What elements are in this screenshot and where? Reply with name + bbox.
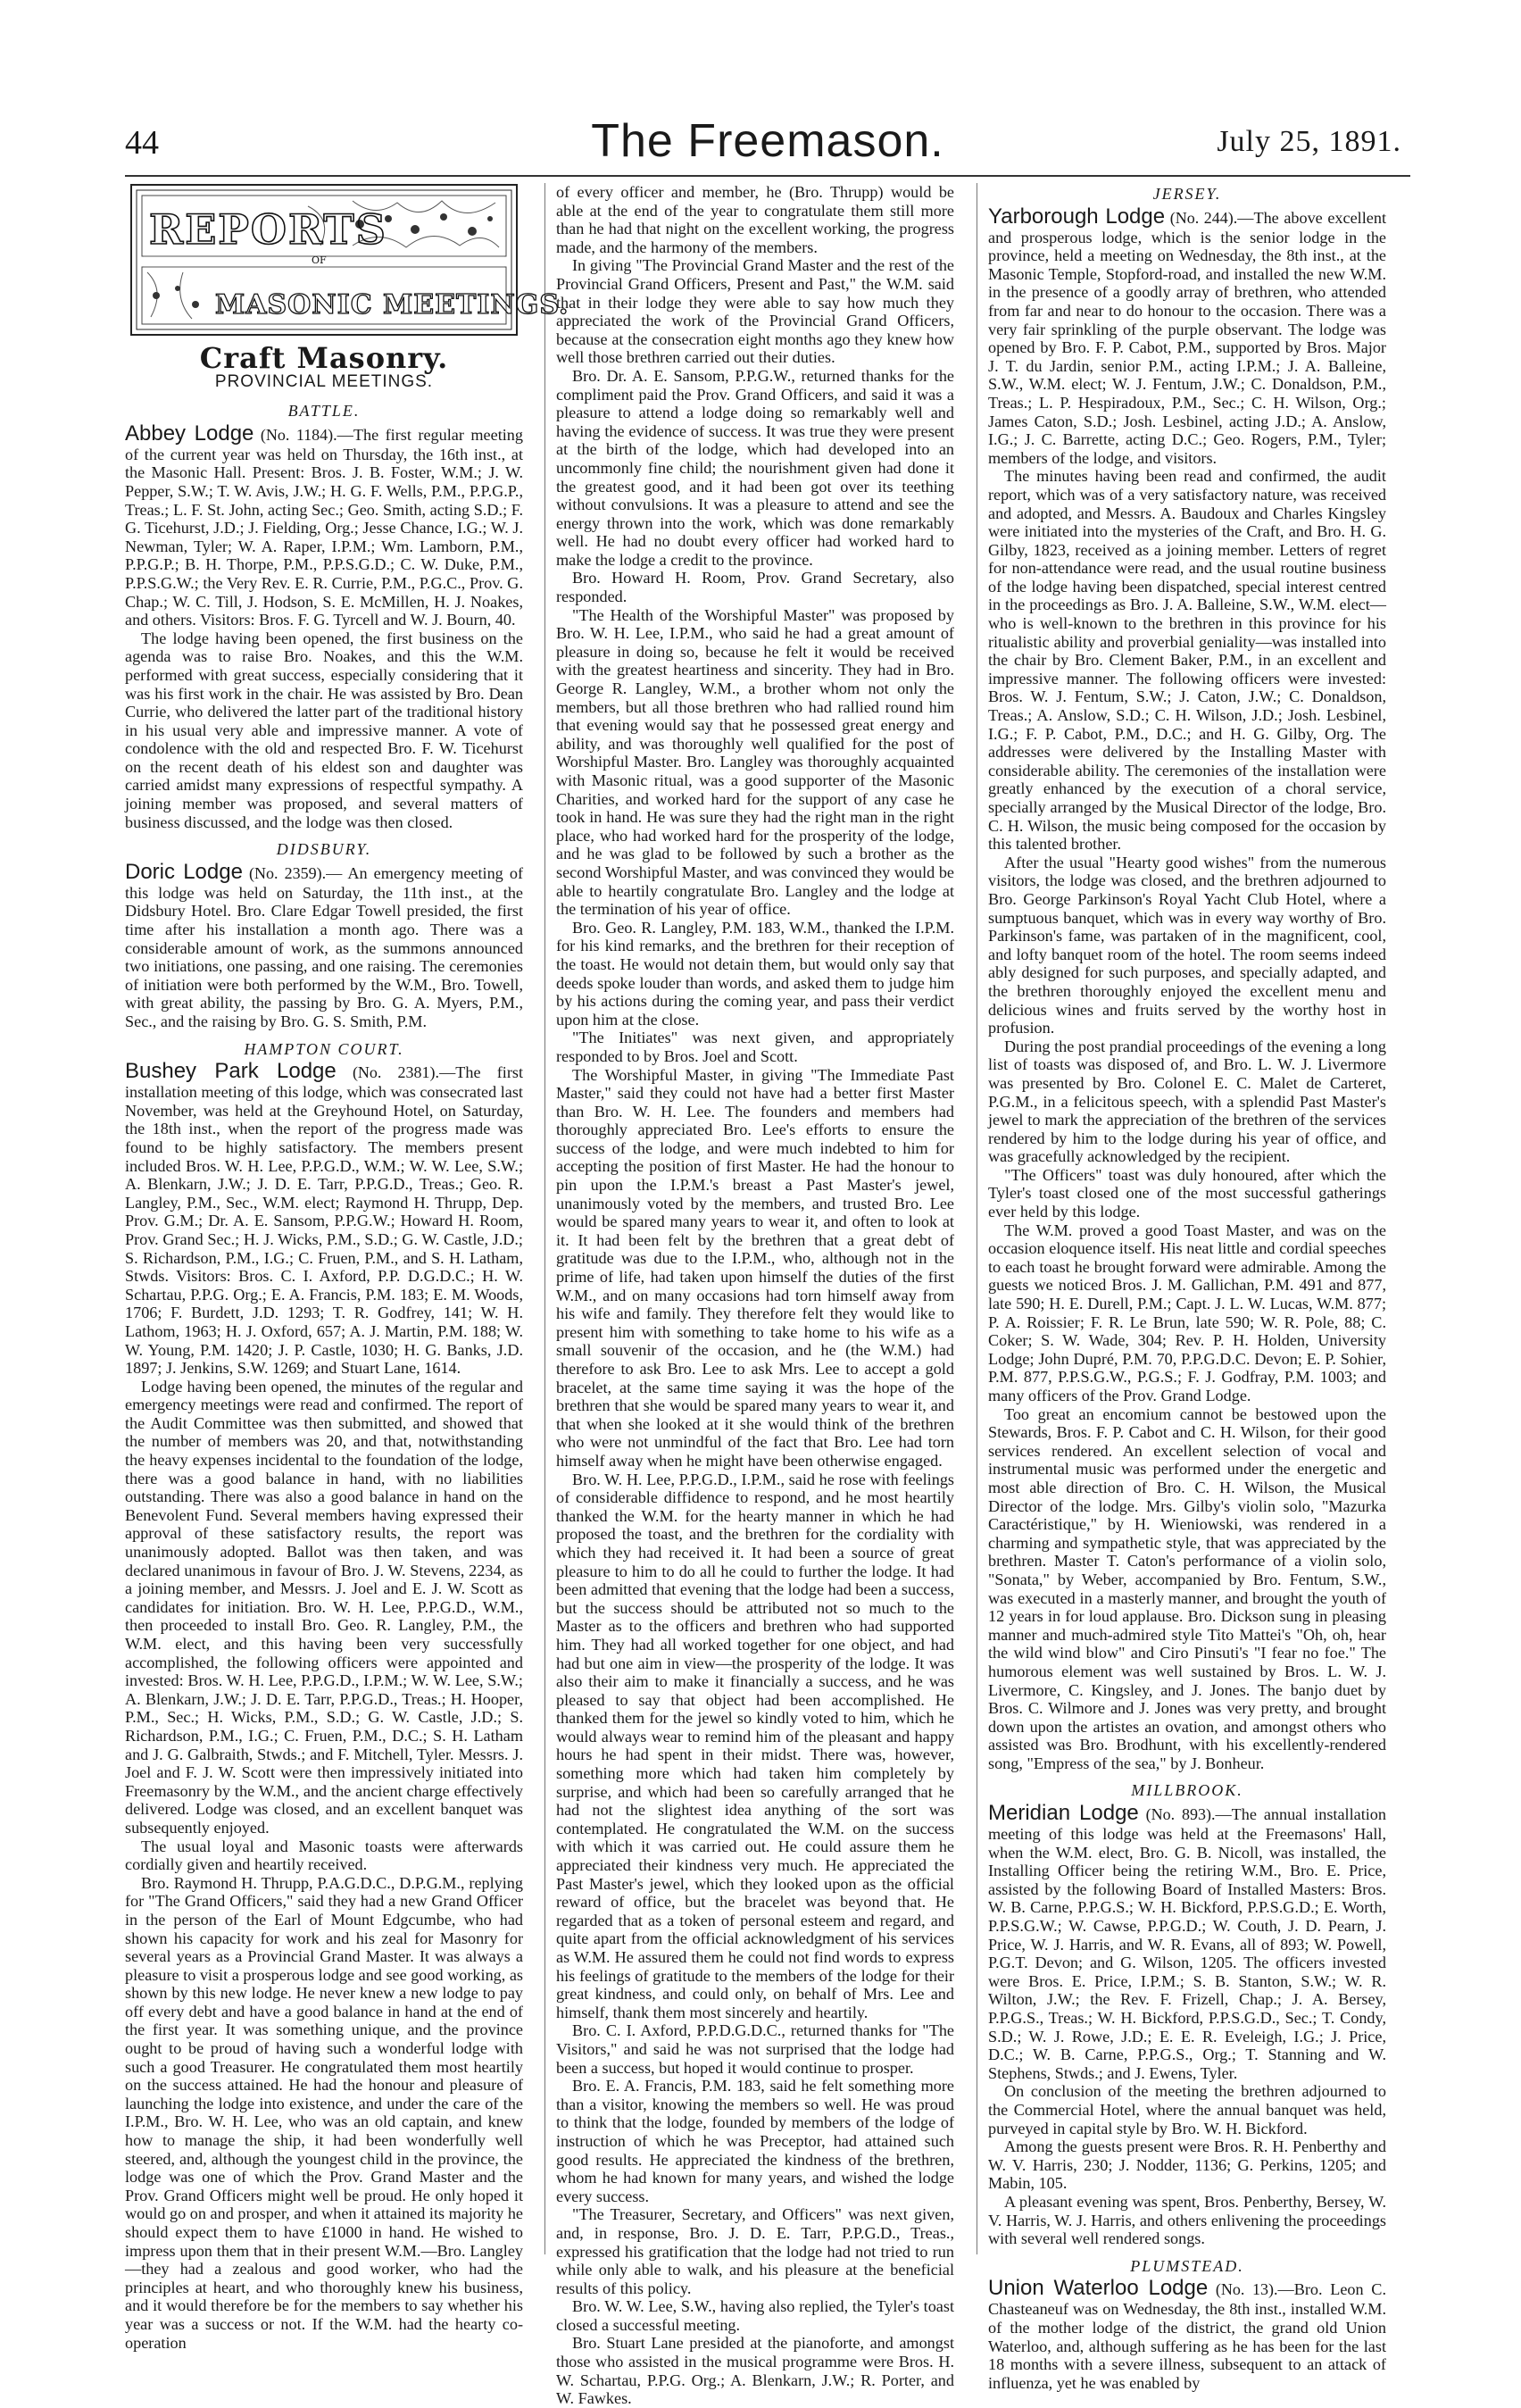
article-paragraph: Lodge having been opened, the minutes of the regular and emergency meetings were read and confirmed. The report of the Audit Committee was then submitted, and showed that the number of members was 20, and that, notwithstanding the heavy expenses incidental to the foundation of the lodge, there was a good balance in hand, with no liabilities outstanding. There was also a good balance in hand on the Benevolent Fund. Several members having expressed their approval of these satisfactory results, the report was unanimously adopted. Ballot was then taken, and was declared unanimous in favour of Bro. J. W. Stevens, 2234, as a joining member, and Messrs. J. Joel and E. J. W. Scott as candidates for initiation. Bro. W. H. Lee, P.P.G.D., W.M., then proceeded to install Bro. Geo. R. Langley, P.M., the W.M. elect, and this having been very successfully accomplished, the following officers were appointed and invested: Bros. W. H. Lee, P.P.G.D., I.P.M.; W. W. Lee, S.W.; A. Blenkarn, J.W.; J. D. E. Tarr, P.P.G.D., Treas.; H. Hooper, P.M., Sec.; H. Wicks, P.M., S.D.; G. W. Castle, J.D.; S. Richardson, P.M., I.G.; C. Fruen, P.M., D.C.; S. H. Latham and J. G. Galbraith, Stwds.; and F. Mitchell, Tyler. Messrs. J. Joel and F. J. W. Scott were then impressively initiated into Freemasonry by the W.M., and the ancient charge effectively delivered. Lodge was closed, and an excellent banquet was subsequently enjoyed.	[125, 1377, 523, 1837]
article-meridian-lodge	[988, 1802, 1386, 2082]
reports-banner	[129, 183, 569, 337]
article-paragraph: "The Initiates" was next given, and appropriately responded to by Bros. Joel and Scott.	[556, 1029, 954, 1065]
banner-of-text: OF	[312, 254, 327, 266]
column-3	[988, 183, 1386, 2392]
column-1	[125, 183, 569, 2352]
column-2	[556, 183, 954, 2408]
banner-reports-text: REPORTS	[149, 205, 387, 254]
article-paragraph: of every officer and member, he (Bro. Thrupp) would be able at the end of the year to congratulate them still more than he had that night on the excellent working, the progress made, and the harmony of the members.	[556, 183, 954, 256]
article-paragraph: Bro. C. I. Axford, P.P.D.G.D.C., returned thanks for "The Visitors," and said he was not surprised that the lodge had been a success, but hoped it would continue to prosper.	[556, 2021, 954, 2077]
running-header	[125, 114, 1410, 177]
article-paragraph: Bro. Geo. R. Langley, P.M. 183, W.M., thanked the I.P.M. for his kind remarks, and the brethren for their reception of the toast. He would not detain them, but would only say that deeds spoke louder than words, and asked them to judge him by his actions during the coming year, and pass their verdict upon him at the close.	[556, 918, 954, 1029]
article-paragraph: "The Treasurer, Secretary, and Officers" was next given, and, in response, Bro. J. D. E. Tarr, P.P.G.D., Treas., expressed his gratification that the lodge had not tried to run while only able to walk, and his pleasure at the beneficial results of this policy.	[556, 2205, 954, 2297]
article-paragraph: "The Health of the Worshipful Master" was proposed by Bro. W. H. Lee, I.P.M., who said he had a great amount of pleasure in doing so, because he felt it would be received with the greatest heartiness and sincerity. They had in Bro. George R. Langley, W.M., a brother whom not only the members, but all those brethren who had rallied round him that evening would say that he possessed great energy and ability, and was thoroughly well qualified for the post of Worshipful Master. Bro. Langley was thoroughly acquainted with Masonic ritual, was a good supporter of the Masonic Charities, and worked hard for the support of any case he took in hand. He was sure they had the right man in the right place, who had worked hard for the prosperity of the lodge, and he was glad to be followed by such a brother as the second Worshipful Master, and was convinced they would be able to heartily congratulate Bro. Langley and the lodge at the termination of his year of office.	[556, 605, 954, 919]
lodge-name: Union Waterloo Lodge	[988, 2276, 1209, 2301]
place-heading: JERSEY.	[1152, 185, 1222, 203]
article-bushey-park-lodge	[125, 1060, 523, 1378]
lodge-number: (No. 2359).	[249, 863, 327, 882]
place-heading: BATTLE.	[287, 402, 361, 421]
article-paragraph: The lodge having been opened, the first business on the agenda was to raise Bro. Noakes, and this the W.M. performed with great success, especially considering that it was his first work in the chair. He was assisted by Bro. Dean Currie, who delivered the latter part of the traditional history in his usual very able and impressive manner. A vote of condolence with the old and respected Bro. F. W. Ticehurst on the recent death of his eldest son and daughter was carried amidst many expressions of respectful sympathy. A joining member was proposed, and several matters of business discussed, and the lodge was then closed.	[125, 629, 523, 831]
lodge-number: (No. 893).	[1145, 1805, 1216, 1824]
lodge-number: (No. 244).	[1169, 208, 1238, 227]
article-paragraph: "The Officers" toast was duly honoured, after which the Tyler's toast closed one of the most successful gatherings ever held by this lodge.	[988, 1165, 1386, 1221]
article-text: —The above excellent and prosperous lodge, which is the senior lodge in the province, held a meeting on Wednesday, the 8th inst., at the Masonic Temple, Stopford-road, and installed the new W.M. in the presence of a goodly array of brethren, who attended from far and near to do honour to the occasion. There was a very fair sprinkling of the purple observant. The lodge was opened by Bro. F. P. Cabot, P.M., supported by Bros. Major J. T. du Jardin, senior P.M., acting I.P.M.; J. A. Balleine, S.W., W.M. elect; W. J. Fentum, J.W.; C. Donaldson, P.M., Treas.; L. P. Hespiradoux, P.M., Sec.; C. H. Wilson, Org.; James Caton, S.D.; Josh. Lesbinel, acting J.D.; A. Anslow, I.G.; J. C. Barrette, acting D.C.; Geo. Rogers, P.M., Tyler; members of the lodge, and visitors.	[988, 208, 1386, 467]
article-union-waterloo-lodge	[988, 2277, 1386, 2392]
article-doric-lodge	[125, 861, 523, 1031]
header-rule	[125, 175, 1410, 177]
article-paragraph: Bro. W. H. Lee, P.P.G.D., I.P.M., said he rose with feelings of considerable diffidence to respond, and he most heartily thanked the W.M. for the hearty manner in which he had proposed the toast, and the brethren for the cordiality with which they had received it. It had been a source of great pleasure to him to do all he could to further the lodge. It had been admitted that evening that the lodge had been a success, but the success should be attributed not so much to the Master as to the officers and brethren who had supported him. They had all worked together for one object, and had had but one aim in view—the prosperity of the lodge. It was also their aim to make it financially a success, and he was pleased to say that object had been accomplished. He thanked them for the jewel so kindly voted to him, which he would always wear to remind him of the pleasant and happy hours he had spent in their midst. There was, however, something more which had taken him completely by surprise, and which had been so carefully arranged that he had not the slightest idea anything of the sort was contemplated. He congratulated the W.M. on the success with which it was carried out. He could assure them he appreciated their kindness very much. He appreciated the Past Master's jewel, which they looked upon as the official reward of office, but the bracelet was beyond that. He regarded that as a token of personal esteem and regard, and quite apart from the official acknowledgment of his services as W.M. He assured them he could not find words to express his feelings of gratitude to the members of the lodge for their great kindness, and could only, on behalf of Mrs. Lee and himself, thank them most sincerely and heartily.	[556, 1470, 954, 2021]
article-paragraph: Too great an encomium cannot be bestowed upon the Stewards, Bros. F. P. Cabot and C. H. Wilson, for their good services rendered. An excellent selection of vocal and instrumental music was performed under the energetic and most able direction of Bro. C. H. Wilson, the Musical Director of the lodge. Mrs. Gilby's violin solo, "Mazurka Caractéristique," by H. Wieniowski, was rendered in a charming and sympathetic style, that was appreciated by the brethren. Master T. Caton's performance of a violin solo, "Sonata," by Weber, accompanied by Bro. Fentum, S.W., was executed in a masterly manner, and brought the youth of 12 years in for loud applause. Bro. Dickson sung in pleasing manner and much-admired style Tito Mattei's "Oh, oh, hear the wild wind blow" and Ciro Pinsuti's "I fear no foe." The humorous element was well sustained by Bros. L. W. J. Livermore, C. Kingsley, and J. Jones. The banjo duet by Bros. C. Wilmore and J. Jones was very pretty, and brought down upon the artistes an ovation, and amongst others who assisted was Bro. Brodhunt, with his excellently-rendered song, "Empress of the sea," by J. Bonheur.	[988, 1404, 1386, 1772]
lodge-name: Doric Lodge	[125, 859, 243, 884]
lodge-name: Bushey Park Lodge	[125, 1059, 337, 1084]
lodge-number: (No. 2381).	[352, 1063, 440, 1082]
article-paragraph: Bro. W. W. Lee, S.W., having also replied, the Tyler's toast closed a successful meeting.	[556, 2297, 954, 2334]
place-heading: DIDSBURY.	[276, 840, 372, 859]
article-paragraph: Bro. E. A. Francis, P.M. 183, said he felt something more than a visitor, knowing the members so well. He was proud to think that the lodge, founded by members of the lodge of instruction of which he was Preceptor, had attained such good results. He appreciated the kindness of the brethren, whom he had known for many years, and wished the lodge every success.	[556, 2077, 954, 2205]
article-text: —Bro. Leon C. Chasteaneuf was on Wednesday, the 8th inst., installed W.M. of the mother lodge of the district, the grand old Union Waterloo, and, although suffering as he has been for the last 18 months with a severe illness, subsequent to an attack of influenza, yet he was enabled by	[988, 2280, 1386, 2392]
section-title-craft-masonry: Craft Masonry.	[199, 341, 449, 375]
article-text: —The annual installation meeting of this lodge was held at the Freemasons' Hall, when the W.M. elect, Bro. G. B. Nicoll, was installed, the Installing Officer being the retiring W.M., Bro. E. Price, assisted by the following Board of Installed Masters: Bros. W. B. Carne, P.P.G.S.; W. H. Bickford, P.P.S.G.D.; E. Worth, P.P.S.G.W.; W. Cawse, P.P.G.D.; W. Couth, J. D. Pearn, J. Price, W. J. Harris, and W. R. Evans, all of 893; W. Powell, P.G.T. Devon; and G. Wilson, 1205. The officers invested were Bros. E. Price, I.P.M.; S. B. Stanton, S.W.; W. R. Wilton, J.W.; the Rev. F. Frizell, Chap.; J. A. Bersey, P.P.G.S., Treas.; W. H. Bickford, P.P.S.G.D., Sec.; T. Condy, S.D.; W. J. Rowe, J.D.; E. E. R. Eveleigh, I.G.; J. Price, D.C.; W. B. Carne, P.P.G.S., Org.; T. Stanning and W. Stephens, Stwds.; and J. Ewens, Tyler.	[988, 1805, 1386, 2082]
article-paragraph: The usual loyal and Masonic toasts were afterwards cordially given and heartily received.	[125, 1837, 523, 1874]
article-text: —The first installation meeting of this lodge, which was consecrated last November, was held at the Greyhound Hotel, on Saturday, the 18th inst., when the report of the progress made was found to be highly satisfactory. The members present included Bros. W. H. Lee, P.P.G.D., W.M.; W. W. Lee, S.W.; A. Blenkarn, J.W.; J. D. E. Tarr, P.P.G.D., Treas.; Geo. R. Langley, P.M., Sec., W.M. elect; Raymond H. Thrupp, Dep. Prov. G.M.; Dr. A. E. Sansom, P.P.G.W.; Howard H. Room, Prov. Grand Sec.; H. J. Wicks, P.M., S.D.; G. W. Castle, J.D.; S. Richardson, P.M., I.G.; C. Fruen, P.M., and S. H. Latham, Stwds. Visitors: Bros. C. I. Axford, P.P. D.G.D.C.; H. W. Schartau, P.P.G. Org.; E. A. Francis, P.M. 183; E. M. Woods, 1706; F. Burdett, J.D. 1293; T. R. Godfrey, 141; W. H. Lathom, 1963; H. J. Oxford, 657; A. J. Martin, P.M. 188; W. W. Young, P.M. 1420; J. P. Castle, 1030; H. G. Banks, J.D. 1897; J. Jenkins, S.W. 1269; and Stuart Lane, 1614.	[125, 1063, 524, 1378]
article-paragraph: After the usual "Hearty good wishes" from the numerous visitors, the lodge was closed, and the brethren adjourned to Bro. George Parkinson's Royal Yacht Club Hotel, where a sumptuous banquet, which was in every way worthy of Bro. Parkinson's fame, was partaken of in the magnificent, cool, and lofty banquet room of the hotel. The room seems indeed ably designed for such purposes, and specially adapted, and the brethren thoroughly enjoyed the excellent menu and delicious wines and fruits served by the worthy host in profusion.	[988, 853, 1386, 1037]
newspaper-title: The Freemason.	[591, 115, 944, 167]
article-paragraph: Among the guests present were Bros. R. H. Penberthy and W. V. Harris, 230; J. Nodder, 1136; G. Perkins, 1205; and Mabin, 105.	[988, 2137, 1386, 2193]
article-paragraph: Bro. Howard H. Room, Prov. Grand Secretary, also responded.	[556, 569, 954, 606]
article-abbey-lodge	[125, 422, 523, 629]
place-heading: HAMPTON COURT.	[244, 1039, 404, 1058]
article-paragraph: During the post prandial proceedings of the evening a long list of toasts was disposed of, and Bro. L. W. J. Livermore was presented by Bro. Colonel E. C. Malet de Carteret, P.G.M., in a felicitous speech, with a splendid Past Master's jewel to mark the appreciation of the brethren of the services rendered by him to the lodge during his year of office, and was gracefully acknowledged by the recipient.	[988, 1037, 1386, 1166]
article-paragraph: The minutes having been read and confirmed, the audit report, which was of a very satisfactory nature, was received and adopted, and Messrs. A. Baudoux and Charles Kingsley were initiated into the mysteries of the Craft, and Bro. H. G. Gilby, 1823, received as a joining member. Letters of regret for non-attendance were read, and the usual routine business of the lodge having been dispatched, special interest centred in the proceedings as Bro. J. A. Balleine, S.W., W.M. elect—who is well-known to the brethren in this province for his ritualistic ability and proverbial geniality—was installed into the chair by Bro. Clement Baker, P.M., in an excellent and impressive manner. The following officers were invested: Bros. W. J. Fentum, S.W.; J. Caton, J.W.; C. Donaldson, Treas.; A. Anslow, S.D.; C. H. Wilson, J.D.; Josh. Lesbinel, I.G.; F. P. Cabot, P.M., D.C.; and H. G. Gilby, Org. The addresses were delivered by the Installing Master with considerable ability. The ceremonies of the installation were greatly enhanced by the execution of a choral service, specially arranged by the Musical Director of the lodge, Bro. C. H. Wilson, the music being composed for the occasion by this talented brother.	[988, 467, 1386, 854]
article-text: —The first regular meeting of the current year was held on Thursday, the 16th inst., at the Masonic Hall. Present: Bros. J. B. Foster, W.M.; J. W. Pepper, S.W.; T. W. Avis, J.W.; H. G. F. Wells, P.M., P.P.G.P., Treas.; L. F. St. John, acting Sec.; Geo. Smith, acting S.D.; F. G. Ticehurst, J.D.; J. Fielding, Org.; Jesse Chance, I.G.; W. J. Newman, Tyler; W. A. Raper, I.P.M.; Wm. Lamborn, P.M., P.P.G.P.; B. H. Thorpe, P.M., P.P.S.G.D.; C. W. Duke, P.M., P.P.S.G.W.; the Very Rev. E. R. Currie, P.M., P.G.C., Prov. G. Chap.; W. C. Till, J. Hodson, S. E. McMillen, H. J. Noakes, and others. Visitors: Bros. F. G. Tyrcell and W. J. Bourn, 40.	[125, 425, 523, 629]
article-paragraph: Bro. Raymond H. Thrupp, P.A.G.D.C., D.P.G.M., replying for "The Grand Officers," said they had a new Grand Officer in the person of the Earl of Mount Edgcumbe, who had shown his capacity for work and his zeal for Masonry for several years as a Provincial Grand Master. It was always a pleasure to visit a prosperous lodge and see good working, as shown by this new lodge. He never knew a new lodge to pay off every debt and have a good balance in hand at the end of the first year. It was something unique, and the province ought to be proud of having such a wonderful lodge with such a good Treasurer. He congratulated them most heartily on the success attained. He had the honour and pleasure of launching the lodge into existence, and under the care of the I.P.M., Bro. W. H. Lee, who was an old captain, and knew how to manage the ship, it had been wonderfully well steered, and, although the youngest child in the province, the lodge was one of which the Prov. Grand Master and the Prov. Grand Officers might well be proud. He only hoped it would go on and prosper, and when it attained its majority he should expect them to have £1000 in hand. He wished to impress upon them that in their present W.M.—Bro. Langley—they had a zealous and good worker, who had the principles at heart, and who thoroughly knew his business, and it would therefore be for the members to say whether his year was a success or not. If the W.M. had the hearty co-operation	[125, 1873, 524, 2352]
lodge-name: Abbey Lodge	[125, 421, 254, 446]
lodge-number: (No. 13).	[1215, 2280, 1278, 2299]
column-divider	[544, 183, 545, 2254]
place-heading: PLUMSTEAD.	[1130, 2256, 1244, 2275]
banner-meetings-text: MASONIC MEETINGS.	[215, 289, 569, 321]
article-yarborough-lodge	[988, 205, 1386, 468]
ornamental-banner-graphic	[129, 183, 569, 337]
section-subtitle: PROVINCIAL MEETINGS.	[214, 371, 434, 391]
lodge-number: (No. 1184).	[260, 425, 337, 444]
page-number: 44	[125, 124, 159, 162]
article-paragraph: Bro. Dr. A. E. Sansom, P.P.G.W., returned thanks for the compliment paid the Prov. Grand Officers, and said it was a pleasure to attend a lodge doing so remarkably well and having the evidence of success. It was true they were present at the birth of the lodge, which had developed into an uncommonly fine child; the nourishment given had done it the greatest good, and it had been got over its teething without convulsions. It was a pleasure to attend and see the energy thrown into the work, which was done remarkably well. He had no doubt every officer had worked hard to make the lodge a credit to the province.	[556, 366, 954, 569]
article-paragraph: A pleasant evening was spent, Bros. Penberthy, Bersey, W. V. Harris, W. J. Harris, and others enlivening the proceedings with several well rendered songs.	[988, 2192, 1386, 2248]
lodge-name: Meridian Lodge	[988, 1801, 1139, 1826]
lodge-name: Yarborough Lodge	[988, 204, 1166, 229]
place-heading: MILLBROOK.	[1131, 1781, 1243, 1800]
article-paragraph: Bro. Stuart Lane presided at the pianoforte, and amongst those who assisted in the musical programme were Bros. H. W. Schartau, P.P.G. Org.; A. Blenkarn, J.W.; R. Porter, and W. Fawkes.	[556, 2334, 954, 2408]
article-paragraph: On conclusion of the meeting the brethren adjourned to the Commercial Hotel, where the annual banquet was held, purveyed in capital style by Bro. W. H. Bickford.	[988, 2082, 1386, 2137]
article-text: — An emergency meeting of this lodge was held on Saturday, the 11th inst., at the Didsbury Hotel. Bro. Clare Edgar Towell presided, the first time after his installation a month ago. There was a considerable amount of work, as the summons announced two initiations, one passing, and one raising. The ceremonies of initiation were both performed by the W.M., Bro. Towell, with great ability, the passing by Bro. G. A. Myers, P.M., Sec., and the raising by Bro. G. S. Smith, P.M.	[125, 863, 524, 1030]
article-paragraph: The W.M. proved a good Toast Master, and was on the occasion eloquence itself. His neat little and cordial speeches to each toast he brought forward were admirable. Among the guests we noticed Bros. J. M. Gallichan, P.M. 491 and 877, late 590; H. E. Durell, P.M.; Capt. J. L. W. Lucas, W.M. 877; P. A. Roissier; F. R. Le Brun, late 590; W. R. Pole, 88; C. Coker; S. W. Wade, 304; Rev. P. H. Holden, University Lodge; John Dupré, P.M. 70, P.P.G.D.C. Devon; E. P. Sohier, P.M. 877, P.P.S.G.W., P.G.S.; F. J. Godfray, P.M. 1003; and many officers of the Prov. Grand Lodge.	[988, 1221, 1386, 1404]
issue-date: July 25, 1891.	[1217, 125, 1401, 158]
article-paragraph: In giving "The Provincial Grand Master and the rest of the Provincial Grand Officers, Present and Past," the W.M. said that in their lodge they were able to say how much they appreciated the work of the Provincial Grand Officers, because at the consecration eight months ago they knew how well those brethren carried out their duties.	[556, 256, 954, 367]
article-paragraph: The Worshipful Master, in giving "The Immediate Past Master," said they could not have had a better first Master than Bro. W. H. Lee. The founders and members had thoroughly appreciated Bro. Lee's efforts to ensure the success of the lodge, and were much indebted to him for accepting the position of first Master. He had the honour to pin upon the I.P.M.'s breast a Past Master's jewel, unanimously voted by the members, and trusted Bro. Lee would be spared many years to wear it, and often to look at it. It had been felt by the brethren that a great debt of gratitude was due to the I.P.M., who, although not in the prime of life, had taken upon himself the duties of the first W.M., and on many occasions had torn himself away from his wife and family. They therefore felt they would like to present him with something to take home to his wife as a small souvenir of the occasion, and he (the W.M.) had therefore to ask Bro. Lee to ask Mrs. Lee to accept a gold bracelet, at the same time saying it was the hope of the brethren that she would be spared many years to wear it, and that when she looked at it she would think of the brethren who were not unmindful of the fact that Bro. Lee had torn himself away when he might have been otherwise engaged.	[556, 1065, 954, 1470]
